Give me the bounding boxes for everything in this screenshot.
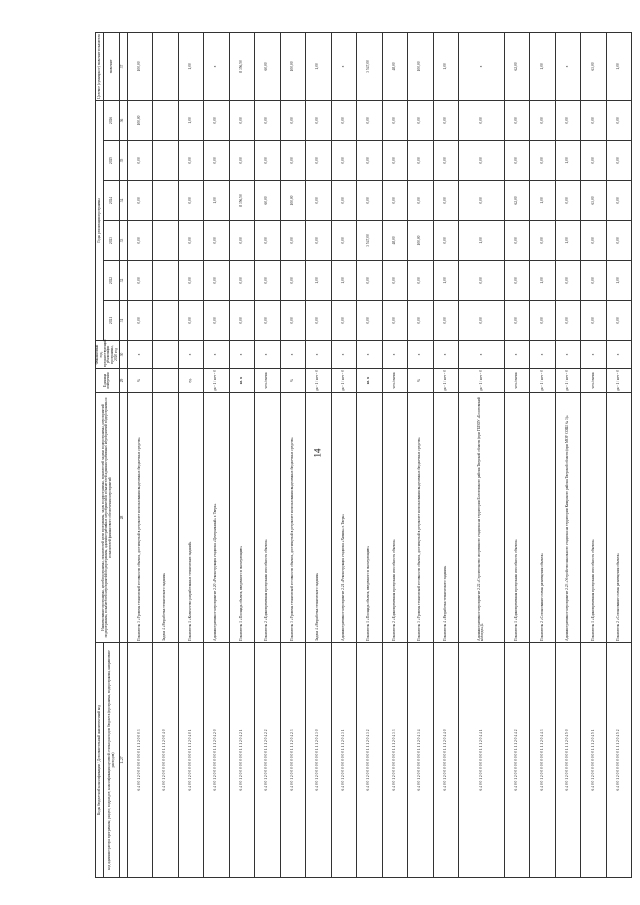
table-row [555, 32, 581, 877]
col-number: 37 [119, 32, 127, 100]
unit: чел./смена [504, 369, 530, 393]
year-value: 0,00 [204, 221, 230, 261]
year-value: 0,00 [229, 261, 255, 301]
table-row [459, 32, 505, 877]
year-value: 0,00 [382, 100, 408, 140]
unit: да - 1 / нет - 0 [459, 369, 505, 393]
codes: 6 4 0 0 1 2 0 0 0 0 0 0 0 0 0 1 1 1 2 0 4 3 2 [357, 643, 383, 878]
year-value: 0,00 [127, 301, 153, 341]
fin-year-value: х [581, 341, 607, 369]
indicator-name: Показатель 1 «Площадь объекта, введенного в эксплуатацию» [229, 393, 255, 643]
fin-year-value: х [331, 341, 357, 369]
indicator-name: Показатель 3 «Уровень технической готовности объекта, достигнутый в результате использования выделенных бюджетных средств» [408, 393, 434, 643]
table-row [255, 32, 281, 877]
year-value: 8 356,50 [229, 181, 255, 221]
col-number: 32 [119, 261, 127, 301]
table-row [581, 32, 607, 877]
fin-year-value: х [204, 341, 230, 369]
header-year-2021: 2021 [104, 301, 119, 341]
year-value: 0,00 [581, 141, 607, 181]
unit: чел./смена [255, 369, 281, 393]
table-row [530, 32, 556, 877]
year-value: 0,00 [433, 141, 459, 181]
year-value: 0,00 [504, 100, 530, 140]
year-value: 0,00 [581, 301, 607, 341]
year-value: 0,00 [408, 100, 434, 140]
year-value: 1,00 [606, 261, 632, 301]
codes: 6 4 0 0 1 2 0 0 0 0 0 0 0 0 0 1 1 1 2 0 4 4 3 [530, 643, 556, 878]
year-value: 0,00 [606, 181, 632, 221]
year-value: 0,00 [555, 261, 581, 301]
year-value: 48,00 [382, 221, 408, 261]
table-row [178, 32, 204, 877]
year-value: 0,00 [306, 141, 332, 181]
year-value: 0,00 [306, 181, 332, 221]
indicator-name: Показатель 1 «Единовременная пропускная способность объекта» [581, 393, 607, 643]
year-value: 0,00 [357, 301, 383, 341]
year-value: 0,00 [204, 261, 230, 301]
year-value: 0,00 [280, 100, 306, 140]
year-value: 1,00 [306, 261, 332, 301]
year-value: 0,00 [280, 261, 306, 301]
year-value: 100,00 [408, 221, 434, 261]
program-indicators-table [95, 32, 632, 878]
year-value: 0,00 [255, 100, 281, 140]
rotated-table-sheet [95, 33, 622, 878]
target-value: х [331, 32, 357, 100]
target-value: х [459, 32, 505, 100]
table-row [606, 32, 632, 877]
year-value: 0,00 [382, 301, 408, 341]
year-value: 0,00 [408, 301, 434, 341]
year-value: 0,00 [530, 301, 556, 341]
year-value: 0,00 [331, 221, 357, 261]
col-number: 34 [119, 181, 127, 221]
year-value [153, 221, 179, 261]
year-value: 0,00 [178, 221, 204, 261]
year-value: 0,00 [255, 261, 281, 301]
year-value: 0,00 [581, 261, 607, 301]
unit: да - 1 / нет - 0 [306, 369, 332, 393]
year-value: 0,00 [504, 141, 530, 181]
year-value: 0,00 [555, 100, 581, 140]
year-value: 0,00 [331, 100, 357, 140]
year-value: 1,00 [331, 261, 357, 301]
col-number: 33 [119, 221, 127, 261]
fin-year-value: х [306, 341, 332, 369]
codes: 6 4 0 0 1 2 0 0 0 0 0 0 0 0 0 1 1 1 2 0 4 3 4 [408, 643, 434, 878]
table-row [280, 32, 306, 877]
year-value: 0,00 [357, 181, 383, 221]
indicator-name: Задача 4 «Разработка технического задания» [153, 393, 179, 643]
codes: 6 4 0 0 1 2 0 0 0 0 0 0 0 0 0 1 1 1 2 0 0 0 3 [127, 643, 153, 878]
col-number: 28 [119, 393, 127, 643]
unit: % [127, 369, 153, 393]
year-value: 0,00 [530, 100, 556, 140]
year-value: 0,00 [306, 221, 332, 261]
codes: 6 4 0 0 1 2 0 0 0 0 0 0 0 0 0 1 1 1 2 0 4 5 1 [581, 643, 607, 878]
fin-year-value: х [178, 341, 204, 369]
target-value: 1,00 [433, 32, 459, 100]
unit: чел./смена [382, 369, 408, 393]
header-year-2022: 2022 [104, 261, 119, 301]
target-value: 1,00 [178, 32, 204, 100]
table-row [331, 32, 357, 877]
col-number: 35 [119, 141, 127, 181]
year-value: 0,00 [459, 100, 505, 140]
year-value: 100,00 [280, 181, 306, 221]
table-row [433, 32, 459, 877]
unit [153, 369, 179, 393]
indicator-name: Показатель 4 «Разработка технического задания» [433, 393, 459, 643]
year-value: 0,00 [331, 181, 357, 221]
target-value: 62,00 [504, 32, 530, 100]
target-value: х [555, 32, 581, 100]
table-row [204, 32, 230, 877]
indicator-name: Показатель 3 «Уровень технической готовности объекта, достигнутый в результате использования выделенных бюджетных средств» [127, 393, 153, 643]
year-value: 0,00 [606, 141, 632, 181]
fin-year-value: х [459, 341, 505, 369]
year-value: 0,00 [408, 181, 434, 221]
year-value: 0,00 [382, 261, 408, 301]
indicator-name: Задача 4 «Разработка технического задания» [306, 393, 332, 643]
year-value: 0,00 [306, 301, 332, 341]
year-value: 0,00 [255, 301, 281, 341]
unit: чел./смена [581, 369, 607, 393]
table-row [229, 32, 255, 877]
header-year-2023: 2023 [104, 221, 119, 261]
year-value: 0,00 [433, 301, 459, 341]
year-value: 0,00 [606, 221, 632, 261]
table-row [306, 32, 332, 877]
header-name: Наименование программы, целей программы, показателей цели программы, задач подпрограммы, показателей задачи подпрограммы, мероприятий подпрограммы, показателей мероприятий подпрограммы, административных мероприятий и показателей административных мероприятий подпрограммы и показателей финансового обеспечения мероприятий [96, 393, 120, 643]
year-value: 0,00 [382, 141, 408, 181]
target-value: х [204, 32, 230, 100]
year-value: 0,00 [504, 221, 530, 261]
indicator-name: Показатель 2 «Согласование схемы размещения объекта» [530, 393, 556, 643]
target-value: 100,00 [127, 32, 153, 100]
target-value: 63,00 [581, 32, 607, 100]
fin-year-value: х [229, 341, 255, 369]
codes: 6 4 0 0 1 2 0 0 0 0 0 0 0 0 0 1 1 1 2 0 4 3 0 [306, 643, 332, 878]
year-value: 0,00 [408, 261, 434, 301]
codes: 6 4 0 0 1 2 0 0 0 0 0 0 0 0 0 1 1 1 2 0 4 2 2 [255, 643, 281, 878]
year-value: 0,00 [459, 181, 505, 221]
year-value: 0,00 [331, 141, 357, 181]
unit: ед. [178, 369, 204, 393]
target-value: 60,00 [255, 32, 281, 100]
unit: да - 1 / нет - 0 [433, 369, 459, 393]
year-value: 0,00 [459, 261, 505, 301]
year-value: 0,00 [408, 141, 434, 181]
col-number: 31 [119, 301, 127, 341]
fin-year-value: х [357, 341, 383, 369]
year-value: 0,00 [459, 301, 505, 341]
year-value: 0,00 [433, 100, 459, 140]
year-value: 100,00 [127, 100, 153, 140]
target-value: 1,00 [306, 32, 332, 100]
fin-year-value: х [255, 341, 281, 369]
fin-year-value: х [382, 341, 408, 369]
codes: 6 4 0 0 1 2 0 0 0 0 0 0 0 0 0 1 1 1 2 0 4 4 0 [433, 643, 459, 878]
fin-year-value: х [433, 341, 459, 369]
fin-year-value: х [530, 341, 556, 369]
year-value: 1,00 [433, 261, 459, 301]
table-row [127, 32, 153, 877]
table-row [408, 32, 434, 877]
year-value: 0,00 [178, 301, 204, 341]
year-value: 0,00 [433, 181, 459, 221]
year-value: 60,00 [255, 181, 281, 221]
year-value: 0,00 [357, 141, 383, 181]
target-value: 3 547,00 [357, 32, 383, 100]
year-value: 0,00 [357, 261, 383, 301]
year-value: 0,00 [606, 301, 632, 341]
year-value: 0,00 [306, 100, 332, 140]
unit: кв. м [357, 369, 383, 393]
fin-year-value: х [280, 341, 306, 369]
table-row [357, 32, 383, 877]
year-value: 0,00 [504, 301, 530, 341]
indicator-name: Показатель 1 «Площадь объекта, введенного в эксплуатацию» [357, 393, 383, 643]
header-target: Целевое (суммарное) значение показателя [96, 32, 104, 100]
target-value: 48,00 [382, 32, 408, 100]
fin-year-value: х [504, 341, 530, 369]
fin-year-value: х [127, 341, 153, 369]
year-value: 0,00 [229, 141, 255, 181]
year-value: 0,00 [127, 181, 153, 221]
year-value: 0,00 [530, 141, 556, 181]
year-value: 0,00 [204, 100, 230, 140]
table-row [153, 32, 179, 877]
codes: 6 4 0 0 1 2 0 0 0 0 0 0 0 0 0 1 1 1 2 0 4 0 1 [178, 643, 204, 878]
col-number: 1–27 [119, 643, 127, 878]
table-row [504, 32, 530, 877]
indicator-name: Показатель 2 «Единовременная пропускная способность объекта» [382, 393, 408, 643]
year-value: 1,00 [178, 100, 204, 140]
target-value: 100,00 [280, 32, 306, 100]
target-value [153, 32, 179, 100]
codes: 6 4 0 0 1 2 0 0 0 0 0 0 0 0 0 1 1 1 2 0 4 4 2 [504, 643, 530, 878]
indicator-name: Административное мероприятие 2.21 «Реконструкция стадиона «Химик» г. Тверь» [331, 393, 357, 643]
header-budget-codes: Коды бюджетной классификации / Дополнительный аналитический код [96, 643, 104, 878]
year-value: 3 547,00 [357, 221, 383, 261]
indicator-name: Административное мероприятие 2.20 «Реконструкция стадиона «Центральный» г. Тверь» [204, 393, 230, 643]
year-value: 0,00 [127, 261, 153, 301]
unit: да - 1 / нет - 0 [555, 369, 581, 393]
year-value: 0,00 [127, 141, 153, 181]
year-value [153, 261, 179, 301]
codes: 6 4 0 0 1 2 0 0 0 0 0 0 0 0 0 1 1 1 2 0 4 2 1 [229, 643, 255, 878]
col-number: 36 [119, 100, 127, 140]
year-value: 0,00 [178, 261, 204, 301]
year-value: 1,00 [530, 181, 556, 221]
codes: 6 4 0 0 1 2 0 0 0 0 0 0 0 0 0 1 1 1 2 0 4 4 1 [459, 643, 505, 878]
year-value: 0,00 [433, 221, 459, 261]
fin-year-value: х [606, 341, 632, 369]
fin-year-value: х [408, 341, 434, 369]
year-value: 0,00 [229, 301, 255, 341]
year-value: 0,00 [229, 100, 255, 140]
header-year-2024: 2024 [104, 181, 119, 221]
year-value: 0,00 [581, 100, 607, 140]
target-value: 1,00 [530, 32, 556, 100]
year-value: 0,00 [280, 141, 306, 181]
header-year-2026: 2026 [104, 100, 119, 140]
year-value [153, 100, 179, 140]
year-value: 0,00 [178, 141, 204, 181]
codes: 6 4 0 0 1 2 0 0 0 0 0 0 0 0 0 1 1 1 2 0 4 5 0 [555, 643, 581, 878]
year-value: 0,00 [606, 100, 632, 140]
table-row [382, 32, 408, 877]
year-value: 1,00 [555, 221, 581, 261]
year-value: 0,00 [581, 221, 607, 261]
unit: кв. м [229, 369, 255, 393]
year-value: 63,00 [581, 181, 607, 221]
codes: 6 4 0 0 1 2 0 0 0 0 0 0 0 0 0 1 1 1 2 0 0 4 0 [153, 643, 179, 878]
fin-year-value: х [555, 341, 581, 369]
year-value: 1,00 [555, 141, 581, 181]
unit: да - 1 / нет - 0 [331, 369, 357, 393]
year-value: 0,00 [255, 141, 281, 181]
codes: 6 4 0 0 1 2 0 0 0 0 0 0 0 0 0 1 1 1 2 0 4 2 0 [204, 643, 230, 878]
year-value [153, 141, 179, 181]
year-value: 1,00 [204, 181, 230, 221]
unit: да - 1 / нет - 0 [606, 369, 632, 393]
year-value: 0,00 [459, 141, 505, 181]
codes: 6 4 0 0 1 2 0 0 0 0 0 0 0 0 0 1 1 1 2 0 4 2 3 [280, 643, 306, 878]
unit: да - 1 / нет - 0 [530, 369, 556, 393]
year-value: 0,00 [504, 261, 530, 301]
year-value: 0,00 [280, 221, 306, 261]
header-target-value: значение [104, 32, 119, 100]
year-value: 0,00 [555, 181, 581, 221]
year-value: 0,00 [204, 301, 230, 341]
year-value: 0,00 [382, 181, 408, 221]
year-value [153, 301, 179, 341]
indicator-name: Показатель 2 «Единовременная пропускная способность объекта» [255, 393, 281, 643]
col-number: 29 [119, 369, 127, 393]
target-value: 8 356,50 [229, 32, 255, 100]
unit: да - 1 / нет - 0 [204, 369, 230, 393]
target-value: 100,00 [408, 32, 434, 100]
page-number: 14 [312, 448, 323, 458]
year-value: 0,00 [229, 221, 255, 261]
col-number: 30 [119, 341, 127, 369]
codes: 6 4 0 0 1 2 0 0 0 0 0 0 0 0 0 1 1 1 2 0 4 3 3 [382, 643, 408, 878]
indicator-name: Административное мероприятие 2.23 «Устройство школьного стадиона на территории Кимрского района Тверской области (при МОУ СОШ № 3)» [555, 393, 581, 643]
year-value [153, 181, 179, 221]
header-unit: Единица измерения [96, 369, 120, 393]
codes: 6 4 0 0 1 2 0 0 0 0 0 0 0 0 0 1 1 1 2 0 4 3 1 [331, 643, 357, 878]
indicator-name: Показатель 1 «Единовременная пропускная способность объекта» [504, 393, 530, 643]
indicator-name: Административное мероприятие 2.22 «Строительство спортивного стадиона на территории Бологовского района Тверской области (при ГБПОУ «Бологовский колледж»)» [459, 393, 505, 643]
year-value: 0,00 [255, 221, 281, 261]
year-value: 1,00 [530, 261, 556, 301]
year-value: 0,00 [357, 100, 383, 140]
year-value: 62,00 [504, 181, 530, 221]
year-value: 0,00 [204, 141, 230, 181]
indicator-name: Показатель 3 «Уровень технической готовности объекта, достигнутый в результате использования выделенных бюджетных средств» [280, 393, 306, 643]
fin-year-value [153, 341, 179, 369]
indicator-name: Показатель 2 «Согласование схемы размещения объекта» [606, 393, 632, 643]
year-value: 0,00 [331, 301, 357, 341]
codes: 6 4 0 0 1 2 0 0 0 0 0 0 0 0 0 1 1 1 2 0 4 5 2 [606, 643, 632, 878]
year-value: 0,00 [178, 181, 204, 221]
unit: % [408, 369, 434, 393]
unit: % [280, 369, 306, 393]
header-code-labels: код администратора программы; раздел; подраздел; классификация целевой статьи расходов бюджета (программа, подпрограмма, направление расходов) [104, 643, 119, 878]
target-value: 1,00 [606, 32, 632, 100]
year-value: 0,00 [555, 301, 581, 341]
indicator-name: Показатель 1 «Количество разработанных технических заданий» [178, 393, 204, 643]
year-value: 0,00 [530, 221, 556, 261]
header-fin-year: Финансовый год, предшествующий реализации программы, 2020 год [95, 339, 118, 367]
header-year-2025: 2025 [104, 141, 119, 181]
year-value: 0,00 [127, 221, 153, 261]
year-value: 1,00 [459, 221, 505, 261]
year-value: 0,00 [280, 301, 306, 341]
header-years-group: Годы реализации программы [96, 100, 104, 340]
